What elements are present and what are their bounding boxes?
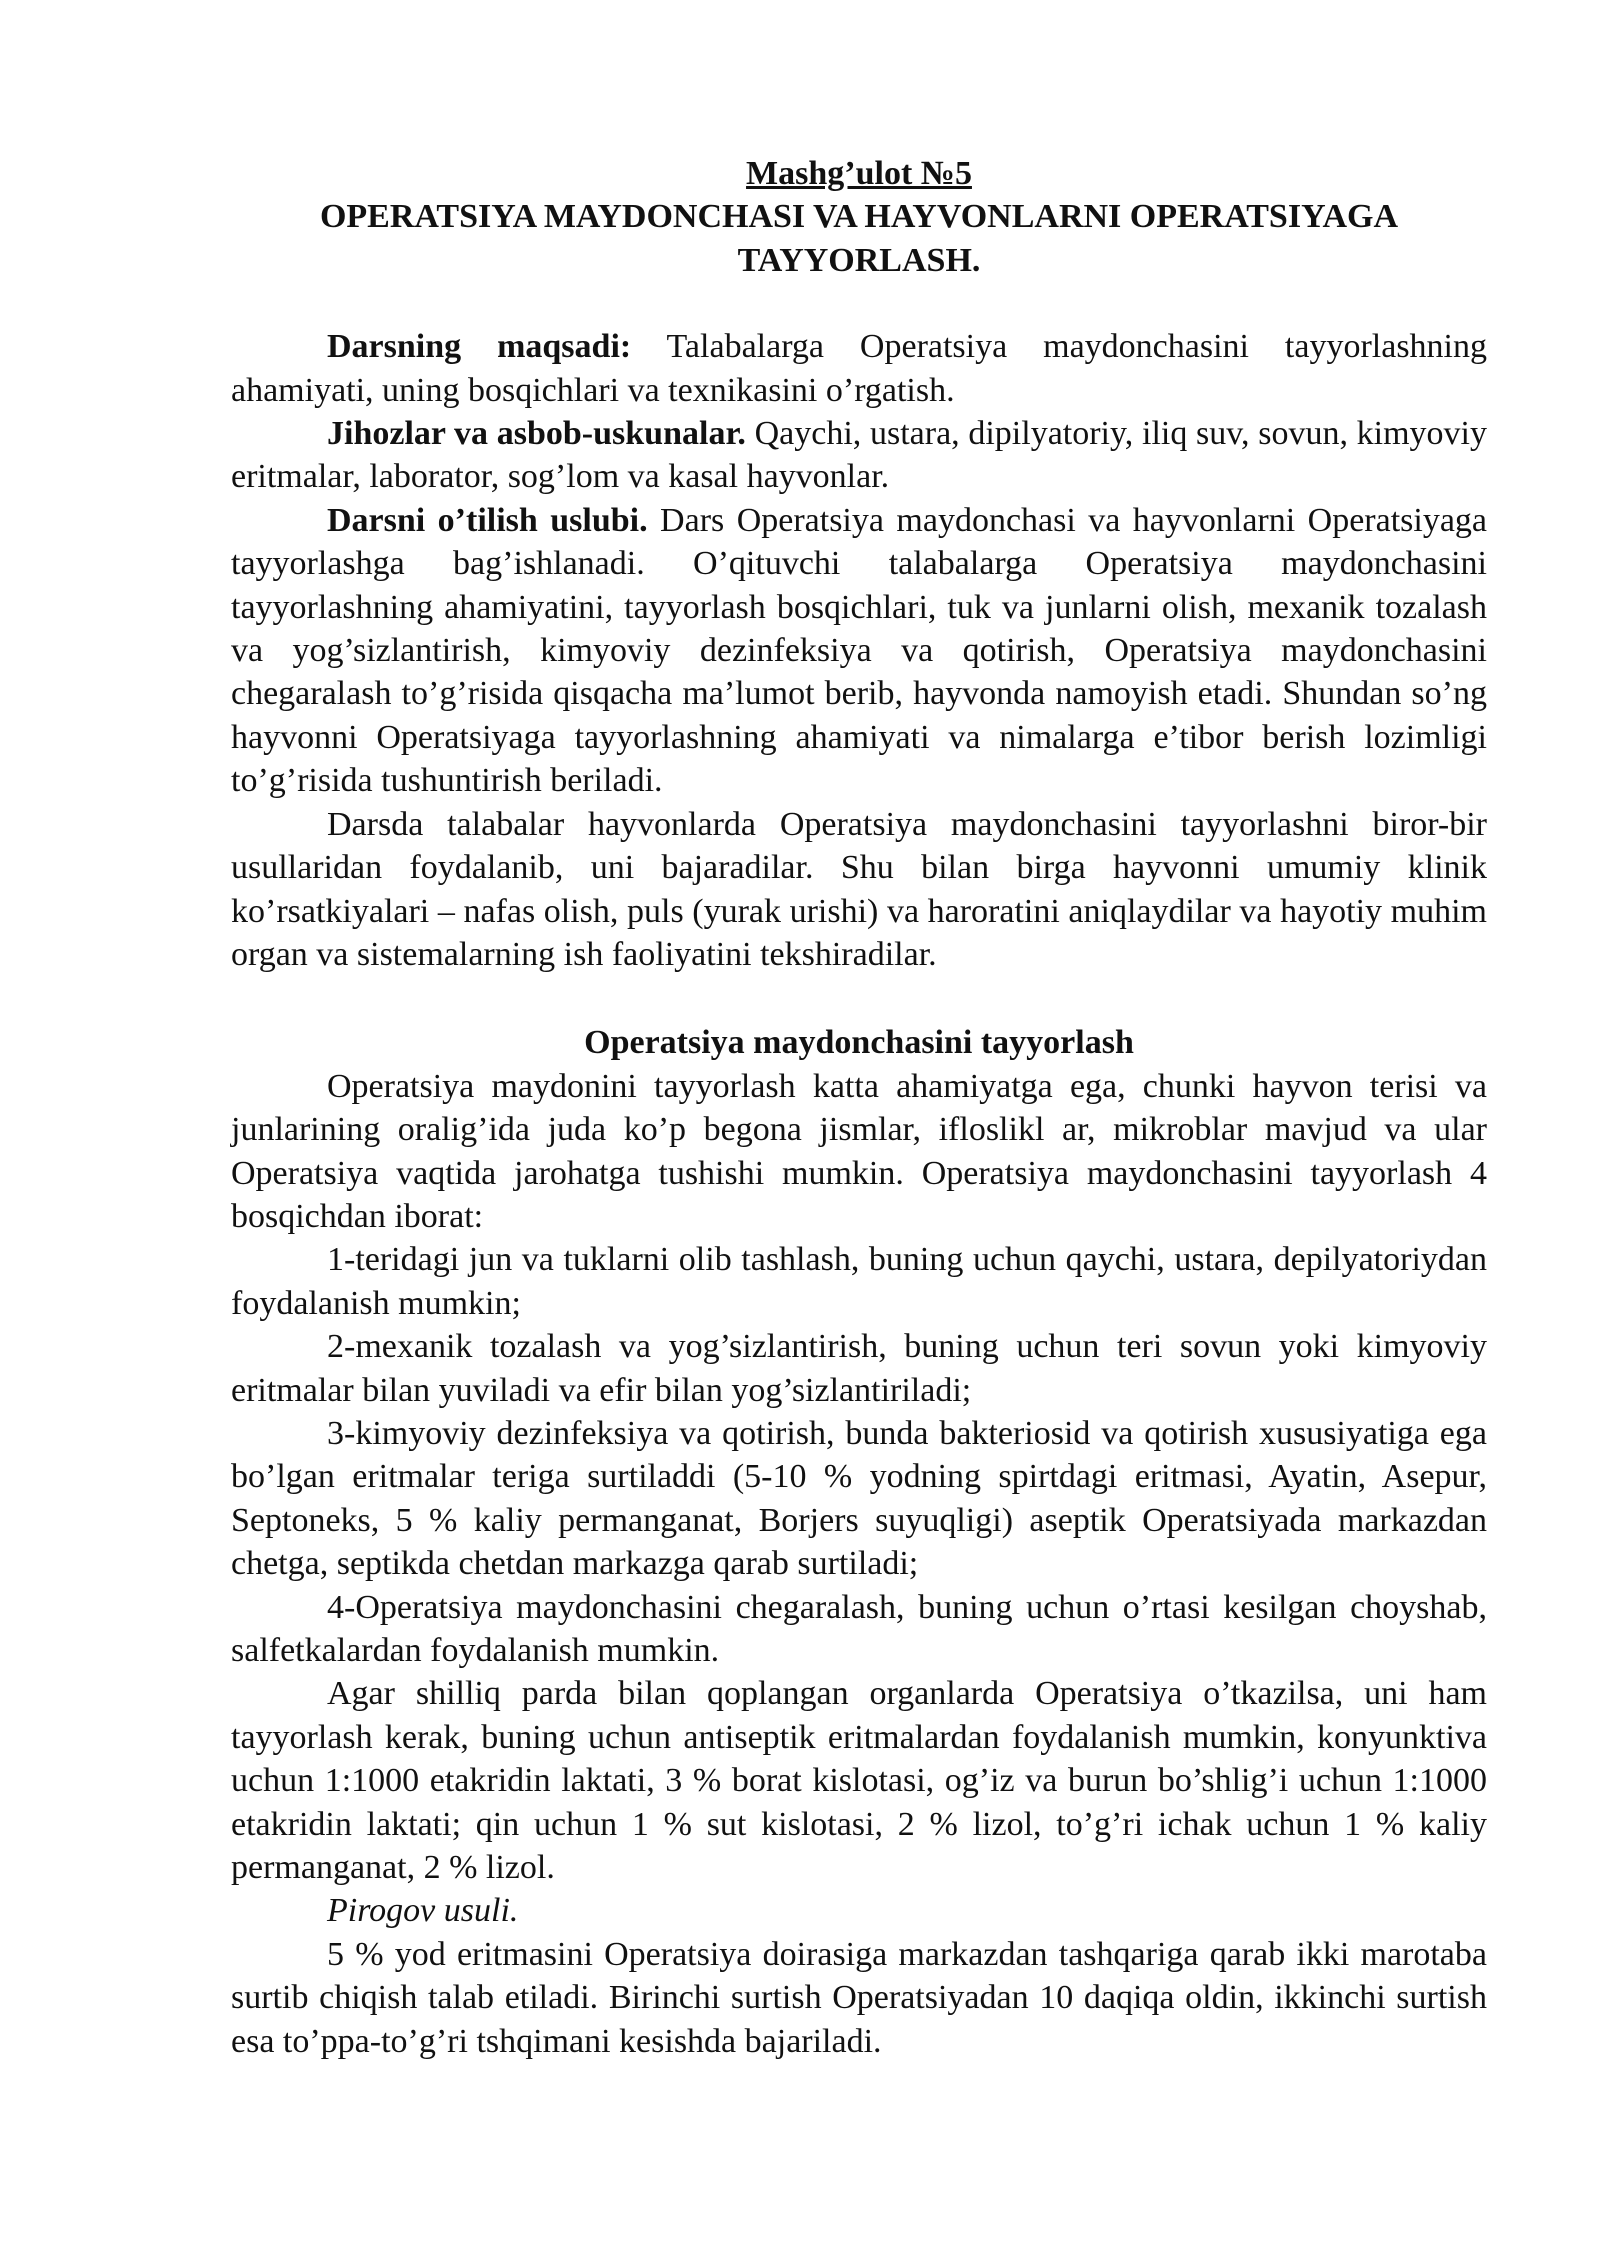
method-paragraph: 5 % yod eritmasini Operatsiya doirasiga markazdan tashqariga qarab ikki marotaba surtib chiqish talab etiladi. Birinchi surtish Operatsiyadan 10 daqiqa oldin, ikkinchi surtish esa to’ppa-to’g’ri tshqimani kesishda bajariladi.	[231, 1935, 1487, 2060]
step-item: 4-Operatsiya maydonchasini chegaralash, buning uchun o’rtasi kesilgan choyshab, salfetkalardan foydalanish mumkin.	[231, 1588, 1487, 1669]
spacer	[231, 282, 1487, 325]
paragraph-text: Dars Operatsiya maydonchasi va hayvonlarni Operatsiyaga tayyorlashga bag’ishlanadi. O’qituvchi talabalarga Operatsiya maydonchasini tayyorlashning ahamiyatini, tayyorlash bosqichlari, tuk va junlarni olish, mexanik tozalash va yog’sizlantirish, kimyoviy dezinfeksiya va qotirish, Operatsiya maydonchasini chegaralash to’g’risida qisqacha ma’lumot berib, hayvonda namoyish etadi. Shundan so’ng hayvonni Operatsiyaga tayyorlashning ahamiyati va nimalarga e’tibor berish lozimligi to’g’risida tushuntirish beriladi.	[231, 501, 1487, 800]
spacer	[231, 976, 1487, 1021]
document-subtitle: OPERATSIYA MAYDONCHASI VA HAYVONLARNI OPERATSIYAGA TAYYORLASH.	[319, 198, 1399, 279]
paragraph-label: Darsni o’tilish uslubi.	[327, 501, 648, 539]
paragraph-equipment	[231, 412, 1487, 499]
step-item: 3-kimyoviy dezinfeksiya va qotirish, bunda bakteriosid va qotirish xususiyatiga ega bo’lgan eritmalar teriga surtiladdi (5-10 % yodning spirtdagi eritmasi, Ayatin, Asepur, Septoneks, 5 % kaliy permanganat, Borjers suyuqligi) aseptik Operatsiyada markazdan chetga, septikda chetdan markazga qarab surtiladi;	[231, 1414, 1487, 1583]
paragraph-text: Talabalarga Operatsiya maydonchasini tayyorlashning ahamiyati, uning bosqichlari va texnikasini o’rgatish.	[231, 328, 1487, 409]
paragraph-text: Darsda talabalar hayvonlarda Operatsiya maydonchasini tayyorlashni biror-bir usullaridan foydalanib, uni bajaradilar. Shu bilan birga hayvonni umumiy klinik ko’rsatkiyalari – nafas olish, puls (yurak urishi) va haroratini aniqlaydilar va hayotiy muhim organ va sistemalarning ish faoliyatini tekshiradilar.	[231, 805, 1487, 973]
step-item: 1-teridagi jun va tuklarni olib tashlash, buning uchun qaychi, ustara, depilyatoriydan foydalanish mumkin;	[231, 1241, 1487, 1322]
paragraph-method	[231, 499, 1487, 803]
section-heading: Operatsiya maydonchasini tayyorlash	[584, 1024, 1134, 1062]
paragraph-label: Jihozlar va asbob-uskunalar.	[327, 415, 746, 453]
paragraph-label: Darsning maqsadi:	[327, 328, 632, 366]
step-item: 2-mexanik tozalash va yog’sizlantirish, buning uchun teri sovun yoki kimyoviy eritmalar bilan yuviladi va efir bilan yog’sizlantiriladi;	[231, 1328, 1487, 1409]
method-heading: Pirogov usuli.	[327, 1892, 519, 1930]
paragraph-text: Qaychi, ustara, dipilyatoriy, iliq suv, sovun, kimyoviy eritmalar, laborator, sog’lom va kasal hayvonlar.	[231, 415, 1488, 496]
paragraph-goal	[231, 325, 1487, 412]
document-content	[231, 152, 1487, 2063]
document-title: Mashg’ulot №5	[746, 155, 972, 192]
section-paragraph: Operatsiya maydonini tayyorlash katta ahamiyatga ega, chunki hayvon terisi va junlarining oralig’ida juda ko’p begona jismlar, ifloslikl ar, mikroblar mavjud va ular Operatsiya vaqtida jarohatga tushishi mumkin. Operatsiya maydonchasini tayyorlash 4 bosqichdan iborat:	[231, 1067, 1487, 1235]
section-paragraph: Agar shilliq parda bilan qoplangan organlarda Operatsiya o’tkazilsa, uni ham tayyorlash kerak, buning uchun antiseptik eritmalardan foydalanish mumkin, konyunktiva uchun 1:1000 etakridin laktati, 3 % borat kislotasi, og’iz va burun bo’shlig’i uchun 1:1000 etakridin laktati; qin uchun 1 % sut kislotasi, 2 % lizol, to’g’ri ichak uchun 1 % kaliy permanganat, 2 % lizol.	[231, 1675, 1487, 1887]
paragraph-practice	[231, 803, 1487, 977]
